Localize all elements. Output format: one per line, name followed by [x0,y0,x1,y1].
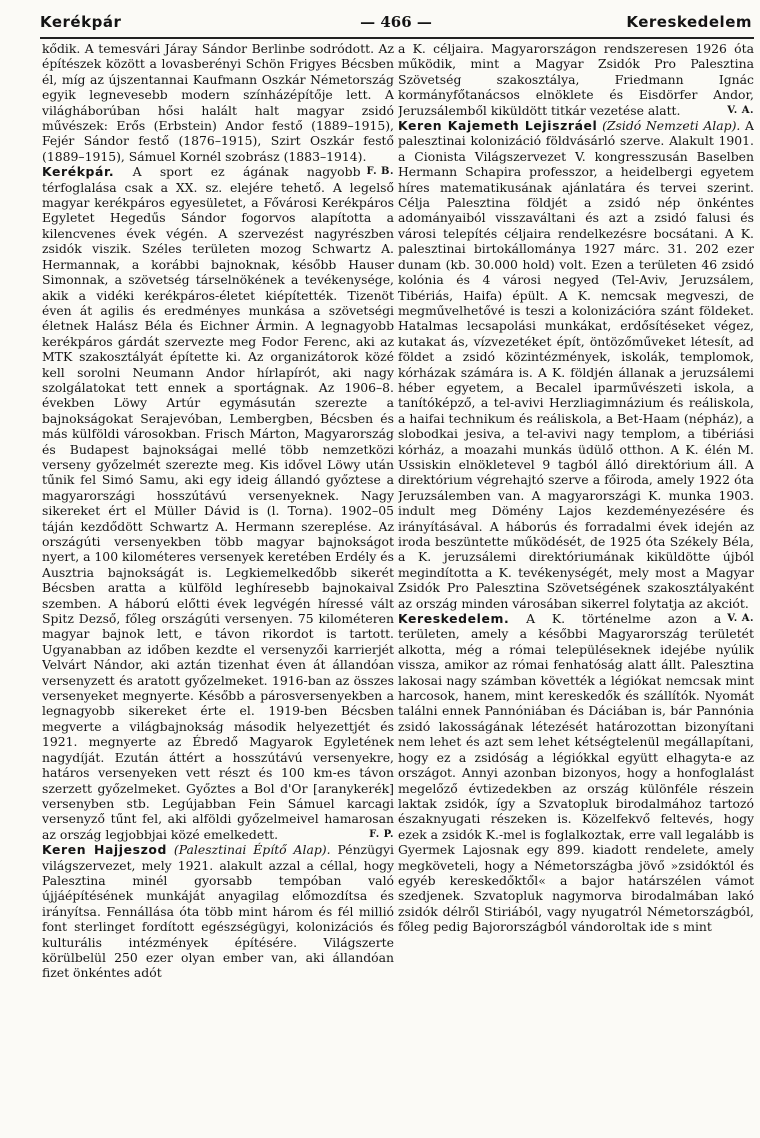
entry-headword: Keren Kajemeth Lejiszráel [398,118,598,134]
header-left-keyword: Kerékpár [40,13,122,31]
author-signature: F. B. [366,166,394,178]
entry-continuation [398,41,754,118]
paragraph-text: A palesztinai kolonizáció földvásárló szerve. Alakult 1901. a Cionista Világszervezet V. kongresszusán Baselben Hermann Schapira professzor, a heidelbergi egyetem híres matematikusának ajánlatára és tervei szerint. Célja Palesztina földjét a zsidó nép önkéntes adományaiból visszaváltani és azt a zsidó falusi és városi telepítés céljaira rendelkezésre bocsátani. A K. palesztinai birtokállománya 1927 márc. 31. 202 ezer dunam (kb. 30.000 hold) volt. Ezen a területen 46 zsidó kolónia és 4 városi negyed (Tel-Aviv, Jeruzsálem, Tibériás, Haifa) épült. A K. nemcsak megveszi, de megművelhetővé is teszi a kolonizációra szánt földeket. Hatalmas lecsapolási munkákat, erdősítéseket végez, kutakat ás, vízvezetéket épít, öntözőműveket létesít, ad földet a zsidó közintézmények, iskolák, templomok, kórházak számára is. A K. földjén állanak a jeruzsálemi héber egyetem, a Becalel iparművészeti iskola, a tanítóképző, a tel-avivi Herzliagimnázium és reáliskola, a haifai technikum és reáliskola, a Bet-Haam (népház), a slobodkai jesiva, a tel-avivi nagy templom, a tibériási kórház, a moazahi munkás üdülő otthon. A K. élén M. Ussiskin elnökletevel 9 tagból álló direktórium áll. A direktórium végrehajtó szerve a főiroda, amely 1922 óta Jeruzsálemben van. A magyarországi K. munka 1903. indult meg Dömény Lajos kezdeményezésére és irányításával. A háborús és forradalmi évek idején az iroda beszüntette működését, de 1925 óta Székely Béla, a K. jeruzsálemi direktóriumának kiküldötte újból megindította a K. tevékenységét, mely most a Magyar Zsidók Pro Palesztina Szövetségének szakosztályaként az ország minden városában sikerrel folytatja az akciót. [398,118,754,611]
paragraph-text: kődik. A temesvári Járay Sándor Berlinbe sodródott. Az építészek között a lovasberényi Schön Frigyes Bécsben él, míg az újszentannai Kaufmann Oszkár Németország egyik legnevesebb modern színházépítője lett. A világháborúban hősi halált halt magyar zsidó művészek: Erős (Erbstein) Andor festő (1889–1915), Fejér Sándor festő (1876–1915), Szirt Oszkár festő (1889–1915), Sámuel Kornél szobrász (1883–1914). [42,41,394,164]
author-signature: V. A. [727,104,754,116]
entry-kereskedelem [398,611,754,935]
entry-headword-gloss: (Zsidó Nemzeti Alap). [602,118,741,134]
paragraph-text: A K. történelme azon a területen, amely a későbbi Magyarország területét alkotta, még a római településeknek idejébe nyúlik vissza, amikor az római fenhatóság alatt állt. Palesztina lakosai nagy számban követték a légiókat nemcsak mint harcosok, hanem, mint kereskedők és szállítók. Nyomát találni ennek Pannóniában és Dáciában is, bár Pannónia zsidó lakosságának létezését határozottan bizonyítani nem lehet és azt sem lehet kétségtelenül megállapítani, hogy ez a zsidóság a légiókkal együtt elhagyta-e az országot. Annyi azonban bizonyos, hogy a honfoglalást megelőző évtizedekben az ország különféle részein laktak zsidók, így a Szvatopluk birodalmához tartozó északnyugati részeken is. Közelfekvő feltevés, hogy ezek a zsidók K.-mel is foglalkoztak, erre vall legalább is Gyermek Lajosnak egy 899. kiadott rendelete, amely megköveteli, hogy a Németországba jövő »zsidóktól és egyéb kereskedőktől« a bajor határszélen vámot szedjenek. Szvatopluk nagymorva birodalmában lakó zsidók délről Stiriából, vagy nyugatról Németországból, főleg pedig Bajorországból vándoroltak ide s mint [398,611,754,935]
page-number: — 466 — [360,13,432,31]
left-column [42,41,394,1131]
paragraph-text: Pénzügyi világszervezet, mely 1921. alakult azzal a céllal, hogy Palesztina minél gyorsabb tempóban való újjáépítésének munkáját anyagilag előmozdítsa és irányítsa. Fennállása óta több mint három és fél millió font sterlinget fordított egészségügyi, kolonizációs és kulturális intézmények építésére. Világszerte körülbelül 250 ezer olyan ember van, aki állandóan fizet önkéntes adót [42,842,394,981]
paragraph-text: a K. céljaira. Magyarországon rendszeresen 1926 óta működik, mint a Magyar Zsidók Pro Palesztina Szövetség szakosztálya, Friedmann Ignác kormányfőtanácsos elnöklete és Eisdörfer Andor, Jeruzsálemből kiküldött titkár vezetése alatt. [398,41,754,118]
page-header [40,13,752,35]
entry-keren-hajjeszod [42,842,394,981]
right-column [398,41,754,1131]
entry-headword-gloss: (Palesztinai Építő Alap). [173,842,331,858]
header-right-keyword: Kereskedelem [626,13,752,31]
entry-headword: Kerékpár. [42,164,115,180]
header-rule [40,37,754,39]
entry-headword: Keren Hajjeszod [42,842,167,858]
author-signature: V. A. [727,613,754,625]
entry-headword: Kereskedelem. [398,611,510,627]
author-signature: F. P. [369,828,394,840]
paragraph-text: A sport ez ágának nagyobb térfoglalása csak a XX. sz. elejére tehető. A legelső magyar kerékpáros egyesületet, a Fővárosi Kerékpáros Egyletet Hegedűs Sándor fogorvos alapította a kilencvenes évek végén. A szervezést nagyrészben zsidók viszik. Széles területen mozog Schwartz A. Hermannak, a korábbi bajnoknak, később Hauser Simonnak, a szövetség társelnökének a tevékenysége, akik a vidéki kerékpáros-életet kiépítették. Tizenöt éven át agilis és eredményes munkása a szövetségi életnek Halász Béla és Eichner Ármin. A legnagyobb kerékpáros gárdát szervezte meg Fodor Ferenc, aki az MTK szakosztályát építette ki. Az organizátorok közé kell sorolni Neumann Andor hírlapírót, aki nagy szolgálatokat tett ennek a sportágnak. Az 1906–8. években Löwy Artúr egymásután szerezte a bajnokságokat Serajevóban, Lembergben, Bécsben és más külföldi városokban. Frisch Márton, Magyarország és Budapest bajnokságai mellé több nemzetközi verseny győzelmét szerezte meg. Kis idővel Löwy után tűnik fel Simó Samu, aki egy ideig állandó győztese a magyarországi hosszútávú versenyeknek. Nagy sikereket ért el Müller Dávid is (l. Torna). 1902–05 táján kezdődött Schwartz A. Hermann szereplése. Az országúti versenyekben több magyar bajnokságot nyert, a 100 kilométeres versenyek keretében Erdély és Ausztria bajnokságát is. Legkiemelkedőbb sikerét Bécsben aratta a külföld leghíresebb bajnokaival szemben. A háború előtti évek legvégén híressé vált Spitz Dezső, főleg országúti versenyen. 75 kilométeren magyar bajnok lett, e távon rikordot is tartott. Ugyanabban az időben kezdte el versenyzői karrierjét Velvárt Nándor, aki aztán tizenhat éven át állandóan versenyzett és aratott győzelmeket. 1916-ban az összes versenyeket megnyerte. Később a párosversenyekben a legnagyobb sikereket érte el. 1919-ben Bécsben megverte a világbajnokság második helyezettjét és 1921. megnyerte az Ébredő Magyarok Egyletének nagydíját. Ezután áttért a hosszútávú versenyekre, határos versenyeken vett részt és 100 km-es távon szerzett győzelmeket. Győztes a Bol d'Or [aranykerék] versenyben stb. Legújabban Fein Sámuel karcagi versenyző tűnt fel, aki alföldi győzelmeivel hamarosan az ország legjobbjai közé emelkedett. [42,164,394,842]
entry-kerekpar [42,164,394,842]
